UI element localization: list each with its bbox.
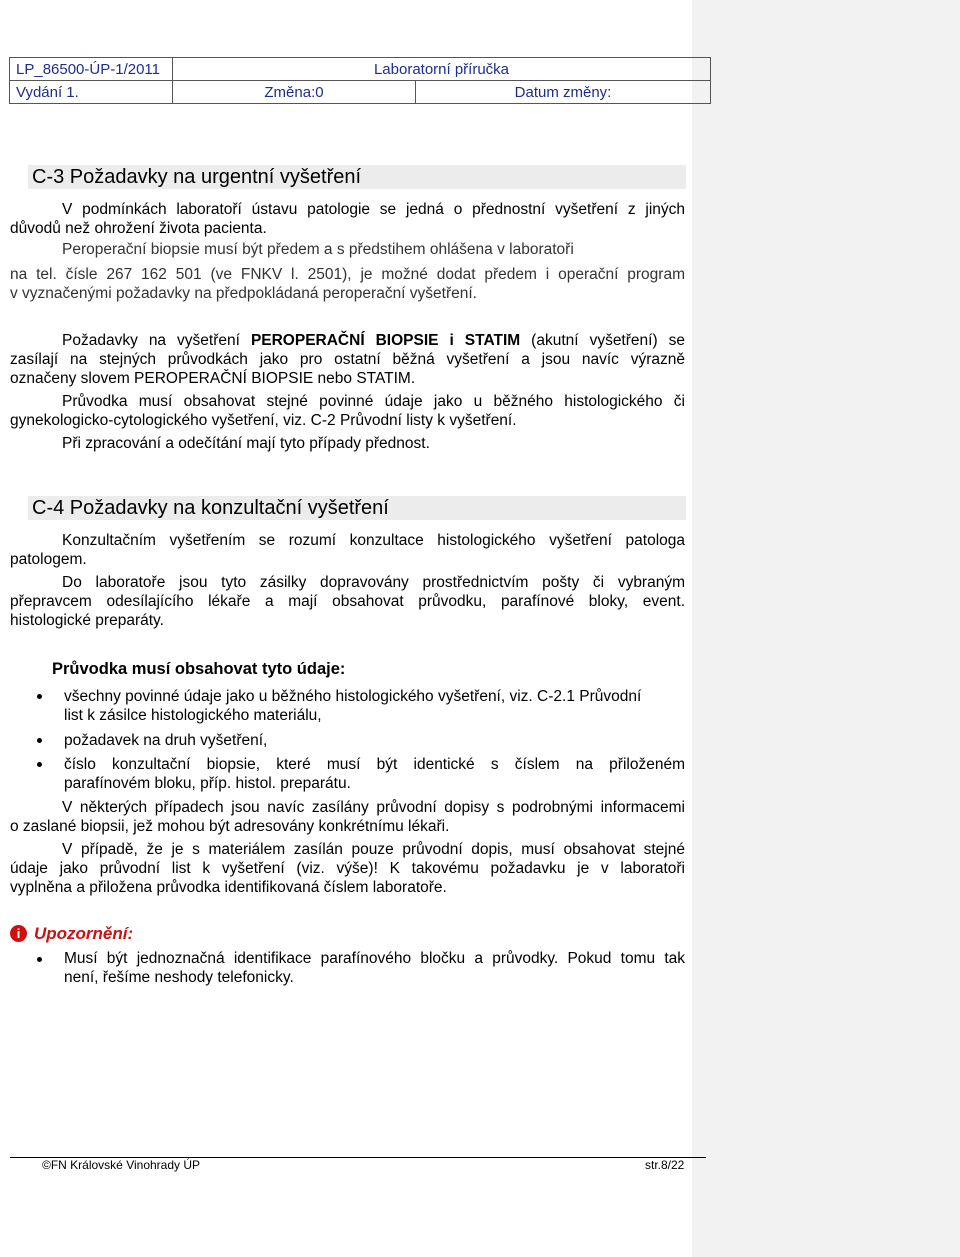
c4-bullet-1-line-2: list k zásilce histologického materiálu, [64, 707, 322, 724]
bullet-marker [37, 762, 42, 767]
c4-subheading: Průvodka musí obsahovat tyto údaje: [52, 660, 346, 678]
c3-paragraph-5: Při zpracování a odečítání mají tyto případy přednost. [62, 435, 430, 452]
c4-paragraph-4-line-1: V případě, že je s materiálem zasílán pouze průvodní dopis, musí obsahovat stejné [62, 841, 685, 858]
c3-p3-text-end: (akutní vyšetření) se [520, 332, 685, 349]
c3-p3-text-start: Požadavky na vyšetření [62, 332, 251, 349]
c3-paragraph-2-line-3: v vyznačenými požadavky na předpokládaná peroperační vyšetření. [10, 285, 477, 302]
c4-bullet-3-line-1: číslo konzultační biopsie, které musí být identické s číslem na přiloženém [64, 756, 685, 773]
document-header-table [9, 57, 711, 104]
comment-pane [692, 0, 960, 1257]
c3-paragraph-3-line-2: zasílají na stejných průvodkách jako pro ostatní běžná vyšetření a jsou navíc výrazně [10, 351, 685, 368]
section-heading-c3: C-3 Požadavky na urgentní vyšetření [28, 165, 686, 189]
footer-page-number: str.8/22 [645, 1158, 685, 1172]
warning-bullet-line-2: není, řešíme neshody telefonicky. [64, 969, 294, 986]
footer-copyright: ©FN Královské Vinohrady ÚP [42, 1158, 201, 1172]
c4-bullet-3-line-2: parafínovém bloku, příp. histol. preparátu. [64, 775, 351, 792]
c4-bullet-1-line-1: všechny povinné údaje jako u běžného histologického vyšetření, viz. C-2.1 Průvodní [64, 688, 642, 705]
c4-paragraph-2-line-2: přepravcem odesílajícího lékaře a mají obsahovat průvodku, parafínové bloky, event. [10, 593, 685, 610]
c3-p3-bold-text: PEROPERAČNÍ BIOPSIE i STATIM [250, 332, 521, 349]
change-number: Změna:0 [173, 81, 416, 104]
bullet-marker [37, 694, 42, 699]
c3-paragraph-1-line-1: V podmínkách laboratoří ústavu patologie se jedná o přednostní vyšetření z jiných [62, 201, 685, 218]
c4-paragraph-1-line-2: patologem. [10, 551, 87, 568]
c4-paragraph-2-line-1: Do laboratoře jsou tyto zásilky dopravovány prostřednictvím pošty či vybraným [62, 574, 685, 591]
c3-paragraph-3-line-1 [62, 331, 685, 350]
c3-paragraph-1-line-2: důvodů než ohrožení života pacienta. [10, 220, 267, 237]
c4-paragraph-3-line-1: V některých případech jsou navíc zasílány průvodní dopisy s podrobnými informacemi [62, 799, 685, 816]
c4-paragraph-2-line-3: histologické preparáty. [10, 612, 164, 629]
doc-title: Laboratorní příručka [173, 58, 711, 81]
c4-bullet-2-line-1: požadavek na druh vyšetření, [64, 732, 268, 749]
bullet-marker [37, 738, 42, 743]
doc-id: LP_86500-ÚP-1/2011 [10, 58, 173, 81]
c4-paragraph-1-line-1: Konzultačním vyšetřením se rozumí konzultace histologického vyšetření patologa [62, 532, 685, 549]
c3-paragraph-4-line-1: Průvodka musí obsahovat stejné povinné údaje jako u běžného histologického či [62, 393, 685, 410]
c3-paragraph-2-line-1: Peroperační biopsie musí být předem a s předstihem ohlášena v laboratoři [62, 241, 574, 258]
warning-bullet-line-1: Musí být jednoznačná identifikace parafínového bločku a průvodky. Pokud tomu tak [64, 950, 685, 967]
change-date: Datum změny: [416, 81, 711, 104]
c4-paragraph-3-line-2: o zaslané biopsii, jež mohou být adresovány konkrétnímu lékaři. [10, 818, 450, 835]
warning-title: Upozornění: [34, 924, 134, 943]
c3-paragraph-3-line-3: označeny slovem PEROPERAČNÍ BIOPSIE nebo STATIM. [10, 370, 416, 387]
bullet-marker [37, 957, 42, 962]
issue-number: Vydání 1. [10, 81, 173, 104]
c4-paragraph-4-line-2: údaje jako průvodní list k vyšetření (viz. výše)! K takovému požadavku je v laboratoři [10, 860, 685, 877]
section-heading-c4: C-4 Požadavky na konzultační vyšetření [28, 496, 686, 520]
c4-paragraph-4-line-3: vyplněna a přiložena průvodka identifikovaná číslem laboratoře. [10, 879, 447, 896]
c3-paragraph-4-line-2: gynekologicko-cytologického vyšetření, viz. C-2 Průvodní listy k vyšetření. [10, 412, 517, 429]
c3-paragraph-2-line-2: na tel. čísle 267 162 501 (ve FNKV l. 2501), je možné dodat předem i operační program [10, 266, 685, 283]
info-warning-icon: i [10, 925, 27, 942]
